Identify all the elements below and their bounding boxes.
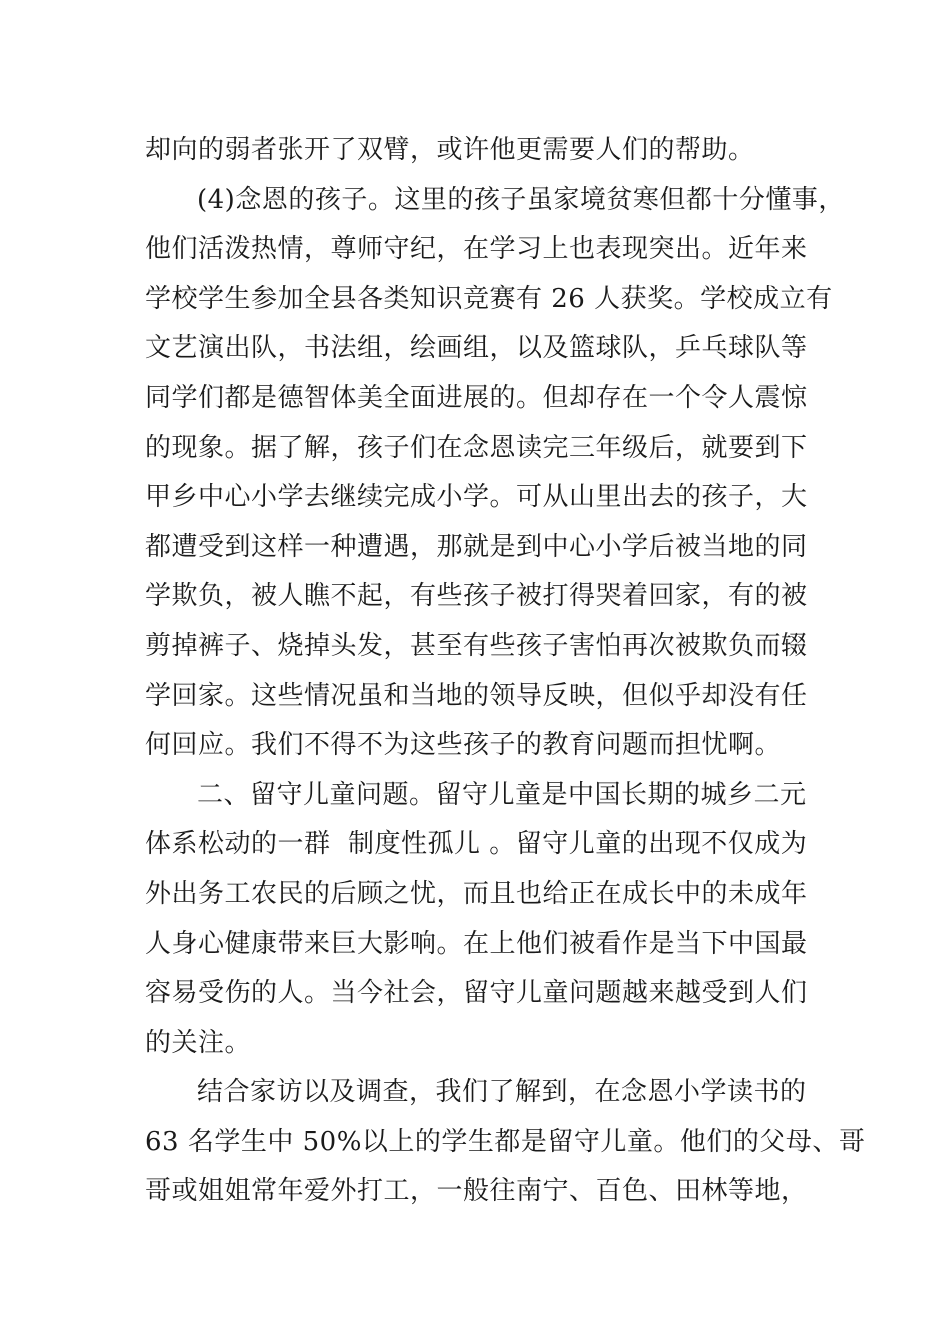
text-line: 的现象。据了解，孩子们在念恩读完三年级后，就要到下 xyxy=(145,432,808,463)
paragraph-start-line: (4)念恩的孩子。这里的孩子虽家境贫寒但都十分懂事， xyxy=(197,184,845,215)
text-line: 何回应。我们不得不为这些孩子的教育问题而担忧啊。 xyxy=(145,730,782,761)
text-line: 人身心健康带来巨大影响。在上他们被看作是当下中国最 xyxy=(145,928,808,959)
text-line: 哥或姐姐常年爱外打工，一般往南宁、百色、田林等地， xyxy=(145,1176,808,1207)
text-line: 文艺演出队，书法组，绘画组，以及篮球队，乒乓球队等 xyxy=(145,333,808,364)
text-line: 都遭受到这样一种遭遇，那就是到中心小学后被当地的同 xyxy=(145,531,808,562)
text-line: 容易受伤的人。当今社会，留守儿童问题越来越受到人们 xyxy=(145,978,808,1009)
text-line: 体系松动的一群 制度性孤儿 。留守儿童的出现不仅成为 xyxy=(145,829,808,860)
text-line: 的关注。 xyxy=(145,1027,252,1058)
text-line: 剪掉裤子、烧掉头发，甚至有些孩子害怕再次被欺负而辍 xyxy=(145,630,808,661)
paragraph-start-line: 二、留守儿童问题。留守儿童是中国长期的城乡二元 xyxy=(197,779,807,810)
text-line: 他们活泼热情，尊师守纪，在学习上也表现突出。近年来 xyxy=(145,234,808,265)
text-line: 甲乡中心小学去继续完成小学。可从山里出去的孩子，大 xyxy=(145,482,808,513)
text-line: 63 名学生中 50%以上的学生都是留守儿童。他们的父母、哥 xyxy=(145,1126,866,1157)
paragraph-start-line: 结合家访以及调查，我们了解到，在念恩小学读书的 xyxy=(197,1077,807,1108)
text-line: 学回家。这些情况虽和当地的领导反映，但似乎却没有任 xyxy=(145,680,808,711)
text-line: 学校学生参加全县各类知识竞赛有 26 人获奖。学校成立有 xyxy=(145,283,833,314)
text-line: 却向的弱者张开了双臂，或许他更需要人们的帮助。 xyxy=(145,135,755,165)
text-line: 外出务工农民的后顾之忧，而且也给正在成长中的未成年 xyxy=(145,878,808,909)
body-text xyxy=(145,126,866,1217)
text-line: 同学们都是德智体美全面进展的。但却存在一个令人震惊 xyxy=(145,382,808,413)
text-line: 学欺负，被人瞧不起，有些孩子被打得哭着回家，有的被 xyxy=(145,581,808,612)
